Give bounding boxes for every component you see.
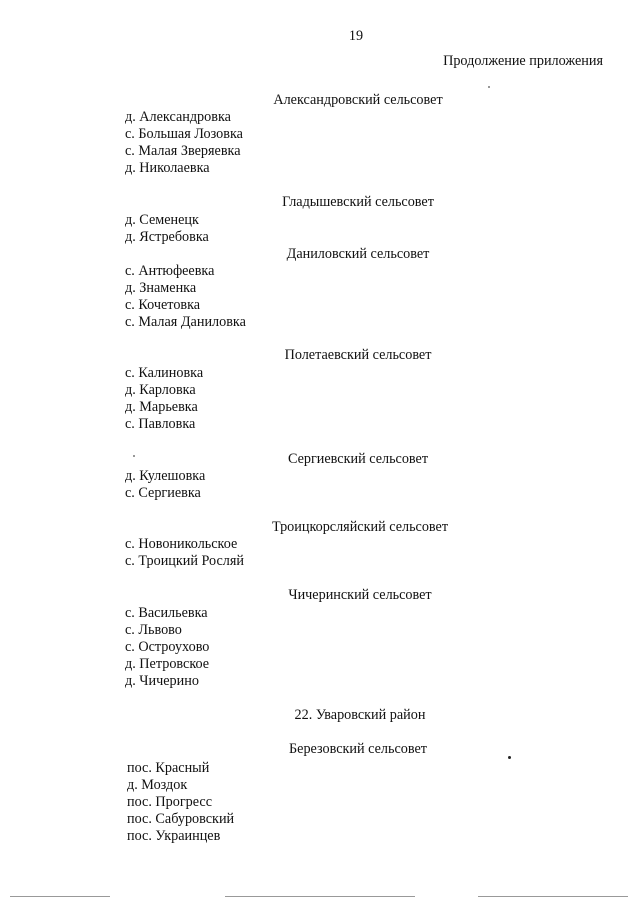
list-item: с. Кочетовка	[125, 297, 201, 313]
list-item: с. Большая Лозовка	[125, 126, 243, 142]
list-item: с. Сергиевка	[125, 485, 201, 501]
list-item: с. Калиновка	[125, 365, 204, 381]
list-item: пос. Красный	[127, 760, 210, 776]
list-item: д. Моздок	[127, 777, 188, 793]
section-heading: Троицкорсляйский сельсовет	[271, 519, 449, 535]
list-item: пос. Украинцев	[127, 828, 221, 844]
list-item: д. Кулешовка	[125, 468, 206, 484]
section-heading: Сергиевский сельсовет	[287, 451, 429, 467]
list-item: с. Новоникольское	[125, 536, 238, 552]
scan-speck	[508, 756, 511, 759]
list-item: с. Малая Даниловка	[125, 314, 246, 330]
list-item: д. Карловка	[125, 382, 196, 398]
list-item: д. Чичерино	[125, 673, 199, 689]
list-item: д. Александровка	[125, 109, 231, 125]
list-item: пос. Сабуровский	[127, 811, 235, 827]
section-heading: Александровский сельсовет	[273, 92, 443, 108]
scan-speck	[488, 86, 490, 88]
list-item: д. Марьевка	[125, 399, 198, 415]
continuation-note: Продолжение приложения	[443, 53, 603, 69]
scan-edge-line	[478, 896, 628, 897]
scan-speck	[133, 455, 135, 457]
section-heading: Чичеринский сельсовет	[288, 587, 432, 603]
section-heading: Полетаевский сельсовет	[284, 347, 432, 363]
list-item: пос. Прогресс	[127, 794, 213, 810]
page-number: 19	[348, 28, 364, 44]
list-item: с. Малая Зверяевка	[125, 143, 241, 159]
list-item: д. Знаменка	[125, 280, 197, 296]
district-heading: 22. Уваровский район	[294, 707, 426, 723]
list-item: с. Антюфеевка	[125, 263, 215, 279]
section-heading: Даниловский сельсовет	[286, 246, 430, 262]
list-item: д. Петровское	[125, 656, 210, 672]
list-item: с. Троицкий Росляй	[125, 553, 244, 569]
list-item: д. Ястребовка	[125, 229, 209, 245]
list-item: д. Семенецк	[125, 212, 199, 228]
scan-edge-line	[10, 896, 110, 897]
section-heading: Гладышевский сельсовет	[282, 194, 434, 210]
scan-edge-line	[225, 896, 415, 897]
list-item: с. Павловка	[125, 416, 196, 432]
section-heading: Березовский сельсовет	[289, 741, 427, 757]
list-item: д. Николаевка	[125, 160, 210, 176]
list-item: с. Васильевка	[125, 605, 208, 621]
list-item: с. Львово	[125, 622, 182, 638]
list-item: с. Остроухово	[125, 639, 210, 655]
